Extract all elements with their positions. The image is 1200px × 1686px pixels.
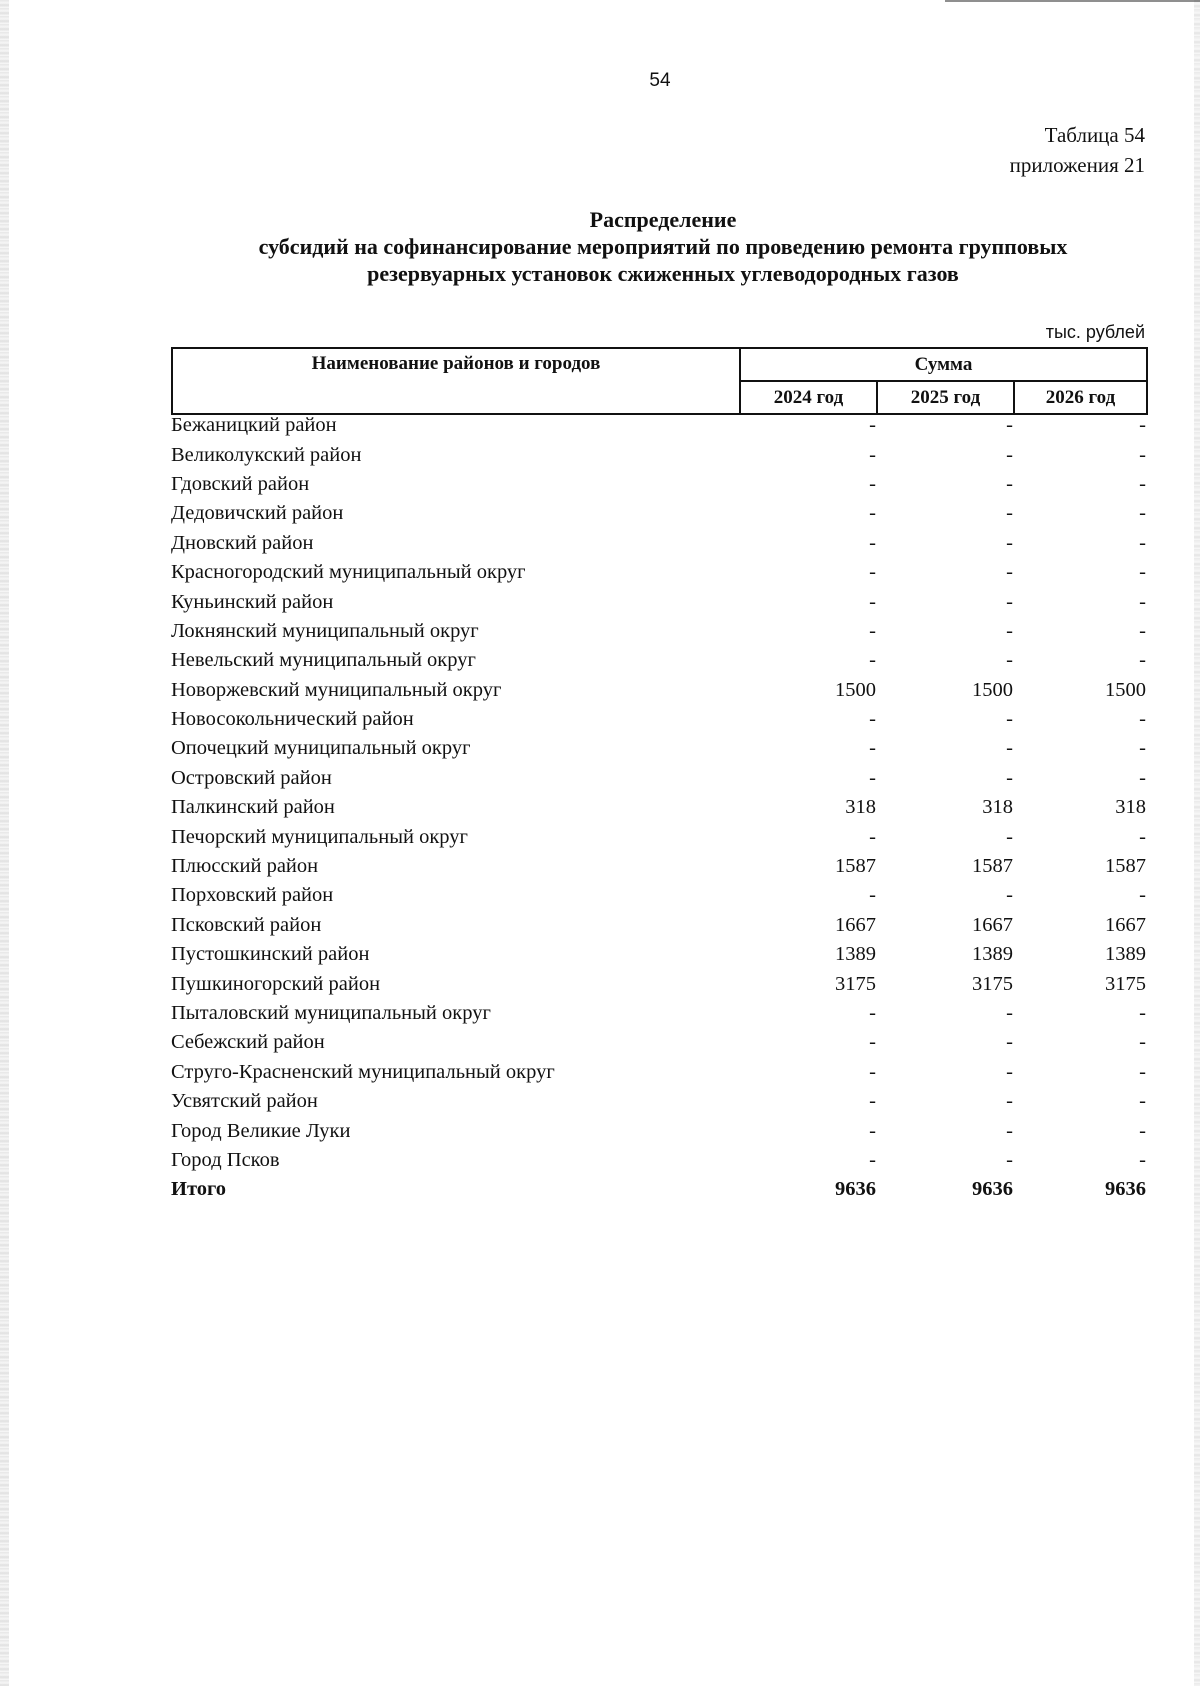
table-total-row (171, 1175, 1146, 1204)
row-value-2025: - (1006, 708, 1013, 731)
row-value-2024: 1667 (835, 913, 876, 936)
row-value-2024: - (869, 737, 876, 760)
row-value-2025: - (1006, 561, 1013, 584)
table-row (171, 1146, 1146, 1175)
row-value-2024: - (869, 590, 876, 613)
row-value-2025: - (1006, 414, 1013, 437)
row-value-2026: - (1139, 766, 1146, 789)
table-row (171, 676, 1146, 705)
row-value-2025: - (1006, 1119, 1013, 1142)
row-value-2025: - (1006, 1148, 1013, 1171)
row-value-2026: 1389 (1105, 943, 1146, 966)
title-line3: резервуарных установок сжиженных углеводородных газов (367, 261, 959, 286)
row-value-2026: 1587 (1105, 855, 1146, 878)
table-row (171, 705, 1146, 734)
row-name: Островский район (171, 766, 332, 789)
row-value-2025: - (1006, 619, 1013, 642)
table-header (171, 347, 1148, 415)
table-row (171, 734, 1146, 763)
row-value-2024: - (869, 884, 876, 907)
table-body (171, 411, 1146, 1205)
row-value-2026: - (1139, 649, 1146, 672)
row-value-2025: - (1006, 1002, 1013, 1024)
total-value-2026: 9636 (1105, 1178, 1146, 1201)
table-row (171, 940, 1146, 969)
row-value-2026: - (1139, 1060, 1146, 1083)
row-name: Палкинский район (171, 796, 335, 819)
row-value-2024: - (869, 561, 876, 584)
table-row (171, 793, 1146, 822)
row-name: Город Великие Луки (171, 1119, 351, 1142)
table-row (171, 999, 1146, 1028)
table-row (171, 969, 1146, 998)
row-value-2026: - (1139, 561, 1146, 584)
row-value-2025: - (1006, 531, 1013, 554)
row-value-2024: - (869, 443, 876, 466)
table-reference-line2: приложения 21 (1009, 153, 1145, 177)
row-value-2025: - (1006, 590, 1013, 613)
column-header-name: Наименование районов и городов (172, 348, 740, 414)
row-value-2026: - (1139, 590, 1146, 613)
row-name: Невельский муниципальный округ (171, 649, 476, 672)
total-value-2024: 9636 (835, 1178, 876, 1201)
row-value-2024: 318 (845, 796, 876, 819)
row-value-2026: - (1139, 1148, 1146, 1171)
row-value-2026: - (1139, 884, 1146, 907)
table-row (171, 499, 1146, 528)
row-value-2026: - (1139, 1031, 1146, 1054)
row-value-2026: - (1139, 502, 1146, 525)
table-row (171, 470, 1146, 499)
row-name: Дновский район (171, 531, 314, 554)
row-value-2024: - (869, 1148, 876, 1171)
row-value-2026: 1667 (1105, 913, 1146, 936)
row-value-2024: 1389 (835, 943, 876, 966)
row-value-2025: - (1006, 884, 1013, 907)
row-value-2026: - (1139, 619, 1146, 642)
row-value-2024: - (869, 1090, 876, 1113)
page-number: 54 (649, 70, 671, 91)
row-value-2026: - (1139, 443, 1146, 466)
table-row (171, 852, 1146, 881)
row-value-2025: - (1006, 737, 1013, 760)
row-value-2025: - (1006, 472, 1013, 495)
row-value-2026: - (1139, 825, 1146, 848)
table-reference (1010, 120, 1145, 180)
scan-edge-top (945, 0, 1200, 2)
row-value-2024: - (869, 649, 876, 672)
row-value-2026: - (1139, 708, 1146, 731)
row-value-2024: - (869, 825, 876, 848)
row-value-2026: 3175 (1105, 972, 1146, 995)
row-name: Псковский район (171, 913, 322, 936)
row-value-2024: - (869, 502, 876, 525)
column-header-year-2026: 2026 год (1014, 381, 1147, 414)
units-label: тыс. рублей (1045, 322, 1145, 342)
row-value-2024: 1500 (835, 678, 876, 701)
row-name: Куньинский район (171, 590, 334, 613)
row-value-2025: - (1006, 649, 1013, 672)
row-name: Плюсский район (171, 855, 319, 878)
title-line2: субсидий на софинансирование мероприятий по проведению ремонта групповых (258, 234, 1068, 259)
table-row (171, 646, 1146, 675)
table-row (171, 1116, 1146, 1145)
table-row (171, 411, 1146, 440)
row-value-2024: 1587 (835, 855, 876, 878)
table-row (171, 440, 1146, 469)
row-name: Дедовичский район (171, 502, 344, 525)
row-name: Себежский район (171, 1031, 325, 1054)
row-value-2025: - (1006, 1090, 1013, 1113)
row-name: Красногородский муниципальный округ (171, 561, 526, 584)
table-row (171, 881, 1146, 910)
table-row (171, 617, 1146, 646)
row-name: Усвятский район (171, 1090, 318, 1113)
row-name: Новоржевский муниципальный округ (171, 678, 502, 701)
document-title (158, 206, 1168, 287)
row-value-2025: - (1006, 502, 1013, 525)
row-value-2025: - (1006, 443, 1013, 466)
row-value-2026: - (1139, 472, 1146, 495)
column-header-year-2024: 2024 год (740, 381, 877, 414)
row-value-2025: 3175 (972, 972, 1013, 995)
table-reference-line1: Таблица 54 (1044, 123, 1145, 147)
table-row (171, 1058, 1146, 1087)
row-value-2024: - (869, 1060, 876, 1083)
row-value-2024: - (869, 1002, 876, 1024)
title-line1: Распределение (589, 207, 737, 232)
row-value-2024: 3175 (835, 972, 876, 995)
row-value-2024: - (869, 766, 876, 789)
table-row (171, 1087, 1146, 1116)
row-name: Опочецкий муниципальный округ (171, 737, 471, 760)
row-value-2025: - (1006, 1031, 1013, 1054)
column-header-year-2025: 2025 год (877, 381, 1014, 414)
row-value-2025: 318 (982, 796, 1013, 819)
row-value-2025: - (1006, 825, 1013, 848)
row-name: Новосокольнический район (171, 708, 414, 731)
row-value-2026: - (1139, 1119, 1146, 1142)
row-value-2024: - (869, 619, 876, 642)
row-name: Бежаницкий район (171, 414, 337, 437)
row-name: Великолукский район (171, 443, 362, 466)
row-value-2024: - (869, 1119, 876, 1142)
table-row (171, 822, 1146, 851)
row-value-2025: 1500 (972, 678, 1013, 701)
row-value-2024: - (869, 414, 876, 437)
row-name: Печорский муниципальный округ (171, 825, 468, 848)
row-value-2024: - (869, 1031, 876, 1054)
scan-edge-left (0, 0, 9, 1686)
row-name: Струго-Красненский муниципальный округ (171, 1060, 555, 1083)
row-value-2026: - (1139, 414, 1146, 437)
row-name: Пустошкинский район (171, 943, 370, 966)
table-row (171, 529, 1146, 558)
row-value-2026: - (1139, 1090, 1146, 1113)
row-name: Порховский район (171, 884, 334, 907)
table-row (171, 764, 1146, 793)
table-row (171, 558, 1146, 587)
row-value-2026: - (1139, 737, 1146, 760)
row-value-2025: 1587 (972, 855, 1013, 878)
row-name: Город Псков (171, 1148, 280, 1171)
row-value-2024: - (869, 472, 876, 495)
scan-edge-right (1194, 0, 1200, 1686)
table-row (171, 587, 1146, 616)
row-value-2025: - (1006, 766, 1013, 789)
row-name: Пушкиногорский район (171, 972, 381, 995)
column-header-sum: Сумма (740, 348, 1147, 381)
row-value-2024: - (869, 708, 876, 731)
row-value-2024: - (869, 531, 876, 554)
total-label: Итого (171, 1178, 227, 1201)
row-name: Пыталовский муниципальный округ (171, 1002, 491, 1024)
row-value-2025: 1389 (972, 943, 1013, 966)
table-row (171, 911, 1146, 940)
row-value-2026: 1500 (1105, 678, 1146, 701)
row-value-2025: 1667 (972, 913, 1013, 936)
row-name: Гдовский район (171, 472, 310, 495)
row-value-2026: - (1139, 531, 1146, 554)
row-value-2025: - (1006, 1060, 1013, 1083)
total-value-2025: 9636 (972, 1178, 1013, 1201)
row-value-2026: - (1139, 1002, 1146, 1024)
row-value-2026: 318 (1115, 796, 1146, 819)
row-name: Локнянский муниципальный округ (171, 619, 479, 642)
table-row (171, 1028, 1146, 1057)
